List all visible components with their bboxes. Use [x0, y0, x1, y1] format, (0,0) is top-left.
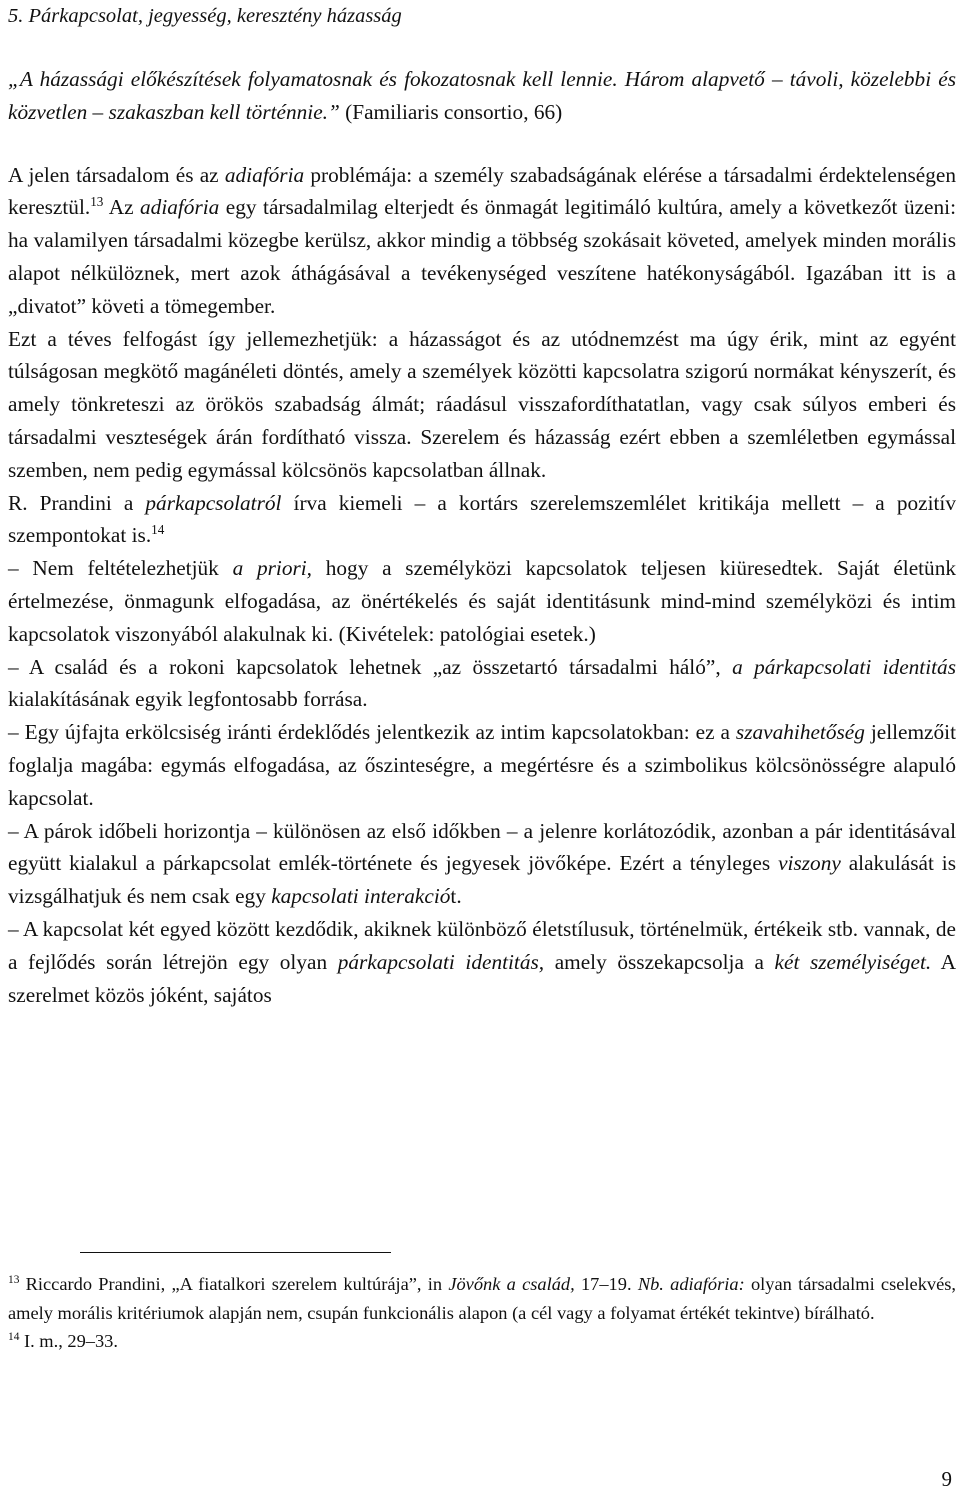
term-parkapcsolati-identitas-2: párkapcsolati identitás, — [337, 949, 545, 974]
footnote-14: $^{14}$ I. m., 29–33. — [8, 1331, 118, 1352]
paragraph-prandini: R. Prandini a párkapcsolatról írva kiemeli – a kortárs szerelemszemlélet kritikája mellett – a pozitív szempontokat is.$^{14}$ — [8, 490, 956, 548]
quote-reference: (Familiaris consortio, 66) — [339, 99, 563, 124]
footnotes — [8, 1270, 956, 1356]
list-item-erkolcsiseg: – Egy újfajta erkölcsiség iránti érdeklődés jelentkezik az intim kapcsolatokban: ez a szavahihetőség jellemzőit foglalja magába: egymás elfogadása, az őszinteségre, a megértésre és a szimbolikus kölcsönösségre alapuló kapcsolat. — [8, 720, 956, 810]
footnote-separator — [80, 1252, 391, 1253]
term-szavahihetoseg: szavahihetőség — [735, 720, 865, 745]
list-item-horizont: – A párok időbeli horizontja – különösen az első időkben – a jelenre korlátozódik, azonban a pár identitásával együtt kialakul a párkapcsolat emlék-története és jegyesek jövőképe. Ezért a tényleges viszony alakulását is vizsgálhatjuk és nem csak egy kapcsolati interakciót. — [8, 818, 956, 909]
quote-text: „A házassági előkészítések folyamatosnak és fokozatosnak kell lennie. Három alapvető – távoli, közelebbi és közvetlen – szakaszban kell történnie.” — [8, 67, 956, 124]
footnote-13: $^{13}$ Riccardo Prandini, „A fiatalkori szerelem kultúrája”, in Jövőnk a család, 17–19. Nb. adiafória: olyan társadalmi cselekvés, amely morális kritériumok alapján nem, csupán funkcionális alapon (a cél vagy a folyamat értékét tekintve) bírálható. — [8, 1274, 956, 1323]
list-item-szemelykozi: – Nem feltételezhetjük a priori, hogy a személyközi kapcsolatok teljesen kiüresedtek. Saját életünk értelmezése, önmagunk elfogadása, az önértékelés és saját identitásunk mind-mind személyközi és intim kapcsolatok viszonyából alakulnak ki. (Kivételek: patológiai esetek.) — [8, 556, 957, 646]
list-item-csalad: – A család és a rokoni kapcsolatok lehetnek „az összetartó társadalmi háló”, a párkapcsolati identitás kialakításának egyik legfontosabb forrása. — [8, 654, 956, 712]
footnote-number-14: 14 — [8, 1331, 20, 1344]
paragraph-adiaforia: A jelen társadalom és az adiafória problémája: a személy szabadságának elérése a társadalmi érdektelenségen keresztül.$^{13}$ Az adiafória egy társadalmilag elterjedt és önmagát legitimáló kultúra, amely a következőt üzeni: ha valamilyen társadalmi közegbe kerülsz, akkor mindig a többség szokásait követed, amelyek minden morális alapot nélkülöznek, mert azok áthágásával a tevékenységed veszítene hatékonyságából. Igazában itt is a „divatot” követi a tömegember. — [8, 162, 956, 318]
page-number: 9 — [941, 1467, 952, 1491]
footnote-nb-term: Nb. adiafória: — [637, 1274, 745, 1294]
term-a-priori: a priori, — [232, 556, 312, 581]
chapter-heading: 5. Párkapcsolat, jegyesség, keresztény házasság — [8, 5, 402, 27]
term-parkapcsolat: párkapcsolatról — [145, 490, 282, 515]
term-viszony: viszony — [778, 851, 841, 876]
term-adiaforia: adiafória — [224, 162, 305, 187]
paragraph-teves-felfogas: Ezt a téves felfogást így jellemezhetjük: a házasságot és az utódnemzést ma úgy érik, mint az egyént túlságosan megkötő magánéleti döntés, amely a személyek közötti kapcsolatra szigorú normákat kényszerít, és amely tönkreteszi az örökös szabadság álmát; ráadásul visszafordíthatatlan, vagy csak súlyos emberi és társadalmi veszteségek árán fordítható vissza. Szerelem és házasság ezért ebben a szemléletben egymással szemben, nem pedig egymással kölcsönös kapcsolatban állnak. — [8, 326, 956, 482]
footnote-ref-13: 13 — [90, 194, 104, 210]
term-kapcsolati-interakcio: kapcsolati interakció — [271, 884, 451, 909]
term-ket-szemelyiseg: két személyiséget. — [774, 949, 932, 974]
main-text — [8, 63, 956, 1011]
list-item-ket-egyed: – A kapcsolat két egyed között kezdődik, akiknek különböző életstílusuk, történelmük, értékeik stb. vannak, de a fejlődés során létrejön egy olyan párkapcsolati identitás, amely összekapcsolja a két személyiséget. A szerelmet közös jóként, sajátos — [8, 916, 957, 1007]
opening-quote — [8, 63, 956, 129]
footnote-number-13: 13 — [8, 1274, 20, 1287]
term-adiaforia-2: adiafória — [140, 195, 220, 220]
term-parkapcsolati-identitas: a párkapcsolati identitás — [732, 654, 956, 679]
footnote-book-title: Jövőnk a család, — [448, 1274, 575, 1294]
footnote-ref-14: 14 — [151, 522, 165, 538]
